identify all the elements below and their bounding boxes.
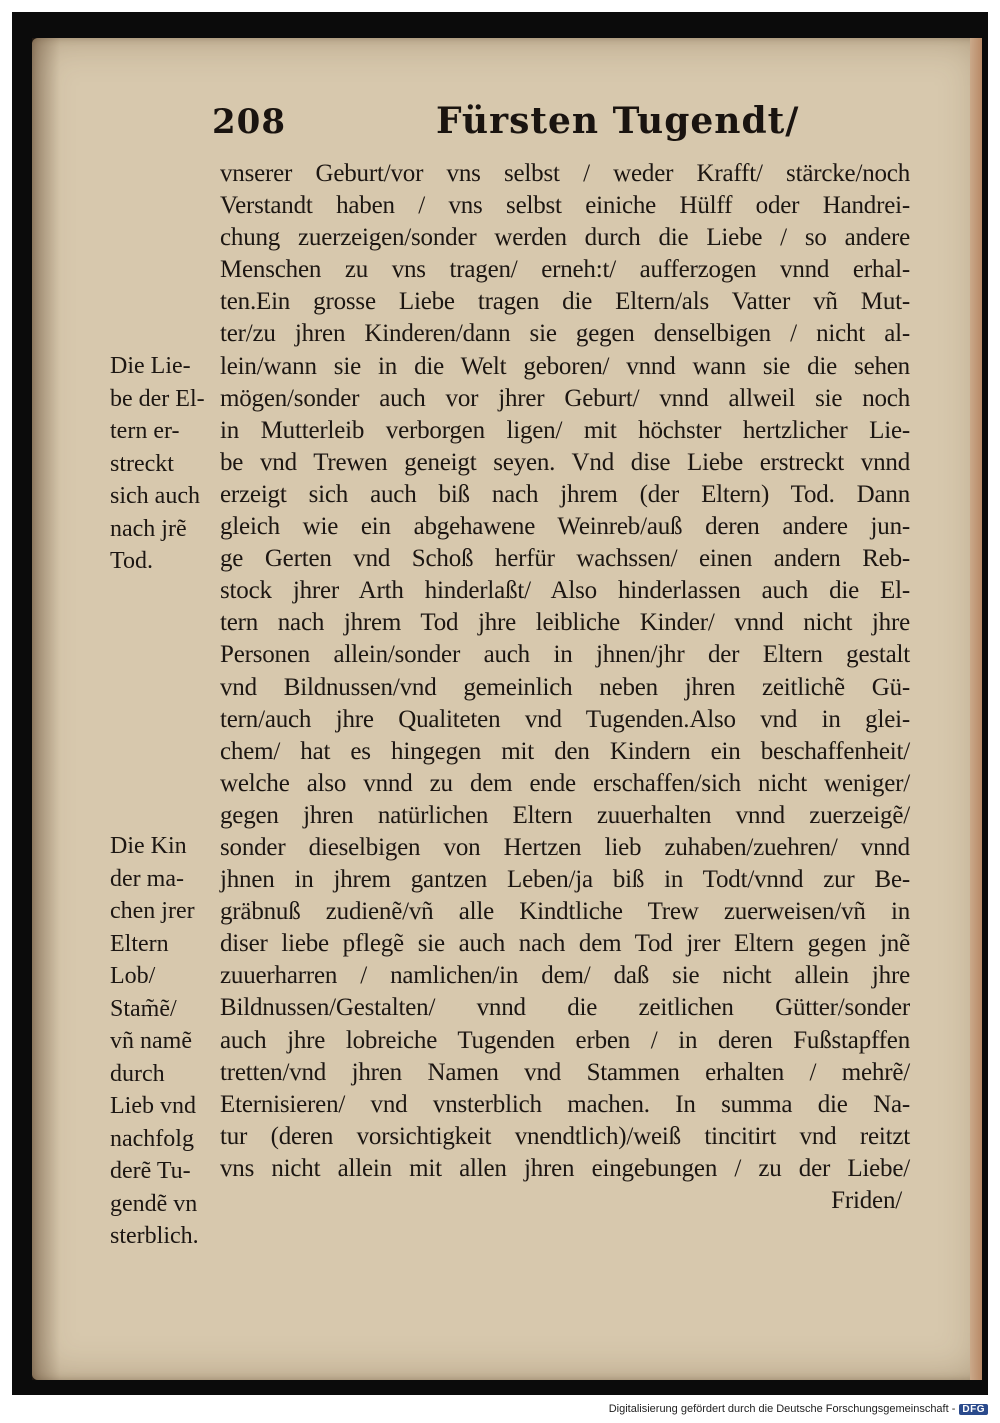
margin-note-line: Die Kin bbox=[110, 833, 187, 859]
margin-note-line: Die Lie- bbox=[110, 353, 191, 379]
text-line: tern nach jhrem Tod jhre leibliche Kinder/ vnnd nicht jhre bbox=[220, 609, 910, 637]
text-line: stock jhrer Arth hinderlaßt/ Also hinderlassen auch die El- bbox=[220, 577, 910, 605]
margin-note-line: nach jrẽ bbox=[110, 515, 187, 542]
text-line: diser liebe pflegẽ sie auch nach dem Tod jrer Eltern gegen jnẽ bbox=[220, 930, 910, 958]
margin-note-line: Eltern bbox=[110, 930, 169, 957]
margin-note-line: derẽ Tu- bbox=[110, 1158, 191, 1184]
margin-note-line: tern er- bbox=[110, 418, 180, 444]
margin-note-line: sterblich. bbox=[110, 1223, 199, 1249]
margin-note-line: nachfolg bbox=[110, 1125, 194, 1152]
text-line: Eternisieren/ vnd vnsterblich machen. In summa die Na- bbox=[220, 1090, 910, 1118]
text-line: welche also vnnd zu dem ende erschaffen/sich nicht weniger/ bbox=[220, 769, 910, 797]
credit-text: Digitalisierung gefördert durch die Deutsche Forschungsgemeinschaft - bbox=[608, 1403, 956, 1415]
dfg-logo: DFG bbox=[959, 1404, 988, 1415]
margin-note-line: durch bbox=[110, 1060, 165, 1087]
margin-note-line: gendẽ vn bbox=[110, 1190, 198, 1217]
text-line: Friden/ bbox=[831, 1187, 902, 1214]
margin-note-line: der ma- bbox=[110, 865, 184, 892]
text-line: erzeigt sich auch biß nach jhrem (der Eltern) Tod. Dann bbox=[220, 480, 910, 508]
margin-note bbox=[110, 350, 218, 578]
text-line: gegen jhren natürlichen Eltern zuuerhalten vnnd zuerzeigẽ/ bbox=[220, 801, 910, 829]
text-line: gräbnuß zudienẽ/vñ alle Kindtliche Trew zuerweisen/vñ in bbox=[220, 898, 910, 926]
margin-note-line: sich auch bbox=[110, 483, 200, 509]
margin-note-line: be der El- bbox=[110, 385, 205, 412]
margin-note-line: chen jrer bbox=[110, 898, 195, 924]
text-line: ge Gerten vnd Schoß herfür wachssen/ einen andern Reb- bbox=[220, 545, 910, 573]
text-line: sonder dieselbigen von Hertzen lieb zuhaben/zuehren/ vnnd bbox=[220, 833, 910, 861]
digitization-credit bbox=[609, 1403, 988, 1415]
text-line: tretten/vnd jhren Namen vnd Stammen erhalten / mehrẽ/ bbox=[220, 1058, 910, 1086]
text-line: chung zuerzeigen/sonder werden durch die Liebe / so andere bbox=[220, 224, 910, 252]
margin-note-line: Lieb vnd bbox=[110, 1093, 196, 1119]
running-head: Fürsten Tugendt/ bbox=[436, 100, 800, 142]
text-line: Bildnussen/Gestalten/ vnnd die zeitlichen Gütter/sonder bbox=[220, 994, 910, 1022]
text-line: vns nicht allein mit allen jhren eingebungen / zu der Liebe/ bbox=[220, 1154, 910, 1182]
text-line: ten.Ein grosse Liebe tragen die Eltern/als Vatter vñ Mut- bbox=[220, 288, 910, 316]
text-line: tur (deren vorsichtigkeit vnendtlich)/weiß tincitirt vnd reitzt bbox=[220, 1122, 910, 1150]
text-line: in Mutterleib verborgen ligen/ mit höchster hertzlicher Lie- bbox=[220, 416, 910, 444]
text-line: Verstandt haben / vns selbst einiche Hülff oder Handrei- bbox=[220, 192, 910, 220]
margin-note bbox=[110, 830, 218, 1253]
text-line: be vnd Trewen geneigt seyen. Vnd dise Liebe erstreckt vnnd bbox=[220, 448, 910, 476]
text-line: tern/auch jhre Qualiteten vnd Tugenden.Also vnd in glei- bbox=[220, 705, 910, 733]
text-line: vnserer Geburt/vor vns selbst / weder Krafft/ stärcke/noch bbox=[220, 160, 910, 187]
margin-note-line: Tod. bbox=[110, 548, 153, 574]
text-line: Personen allein/sonder auch in jhnen/jhr der Eltern gestalt bbox=[220, 641, 910, 669]
text-line: vnd Bildnussen/vnd gemeinlich neben jhren zeitlichẽ Gü- bbox=[220, 673, 910, 701]
text-line: zuuerharren / namlichen/in dem/ daß sie nicht allein jhre bbox=[220, 962, 910, 990]
text-line: mögen/sonder auch vor jhrer Geburt/ vnnd allweil sie noch bbox=[220, 384, 910, 412]
text-line: chem/ hat es hingegen mit den Kindern ein beschaffenheit/ bbox=[220, 737, 910, 765]
text-line: jhnen in jhrem gantzen Leben/ja biß in Todt/vnnd zur Be- bbox=[220, 866, 910, 894]
margin-note-line: streckt bbox=[110, 450, 174, 477]
page-number: 208 bbox=[212, 102, 286, 142]
margin-note-line: Stam̃ẽ/ bbox=[110, 995, 177, 1022]
text-line: lein/wann sie in die Welt geboren/ vnnd wann sie die sehen bbox=[220, 352, 910, 380]
text-line: Menschen zu vns tragen/ erneh:t/ aufferzogen vnnd erhal- bbox=[220, 256, 910, 284]
page-edge bbox=[970, 38, 982, 1380]
margin-note-line: vñ namẽ bbox=[110, 1028, 192, 1054]
text-line: ter/zu jhren Kinderen/dann sie gegen denselbigen / nicht al- bbox=[220, 320, 910, 348]
text-line: gleich wie ein abgehawene Weinreb/auß deren andere jun- bbox=[220, 513, 910, 541]
text-line: auch jhre lobreiche Tugenden erben / in deren Fußstapffen bbox=[220, 1026, 910, 1054]
body-text bbox=[220, 158, 910, 1217]
page-header bbox=[212, 102, 832, 148]
margin-note-line: Lob/ bbox=[110, 963, 156, 989]
